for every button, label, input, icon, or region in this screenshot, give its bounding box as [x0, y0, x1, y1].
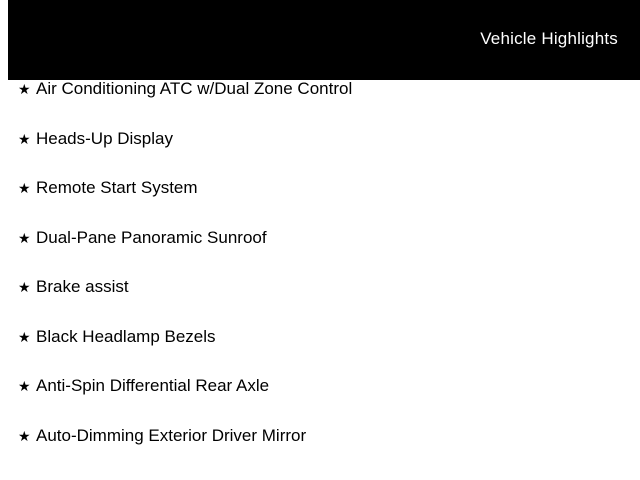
list-item-label: Air Conditioning ATC w/Dual Zone Control	[36, 79, 353, 98]
list-item	[8, 278, 640, 328]
list-item-label: Brake assist	[36, 277, 129, 296]
star-icon: ★	[18, 229, 31, 246]
list-item-label: Black Headlamp Bezels	[36, 326, 216, 346]
list-item	[8, 427, 640, 477]
list-item-label: Dual-Pane Panoramic Sunroof	[36, 227, 267, 247]
page-title: Vehicle Highlights	[480, 29, 618, 48]
star-icon: ★	[18, 378, 31, 394]
list-item	[8, 179, 640, 229]
list-item	[8, 130, 640, 180]
list-item	[8, 377, 640, 427]
list-item-label: Auto-Dimming Exterior Driver Mirror	[36, 425, 307, 445]
star-icon: ★	[18, 180, 31, 196]
star-icon: ★	[18, 130, 31, 147]
list-item	[8, 80, 640, 130]
header-bar	[8, 0, 640, 80]
list-item-label: Heads-Up Display	[36, 128, 173, 148]
list-item-label: Remote Start System	[36, 178, 198, 197]
star-icon: ★	[18, 328, 31, 345]
list-item	[8, 328, 640, 378]
list-item	[8, 229, 640, 279]
star-icon: ★	[18, 279, 31, 295]
vehicle-highlights-list	[8, 80, 640, 476]
star-icon: ★	[18, 427, 31, 444]
list-item-label: Anti-Spin Differential Rear Axle	[36, 376, 270, 395]
star-icon: ★	[18, 81, 31, 97]
